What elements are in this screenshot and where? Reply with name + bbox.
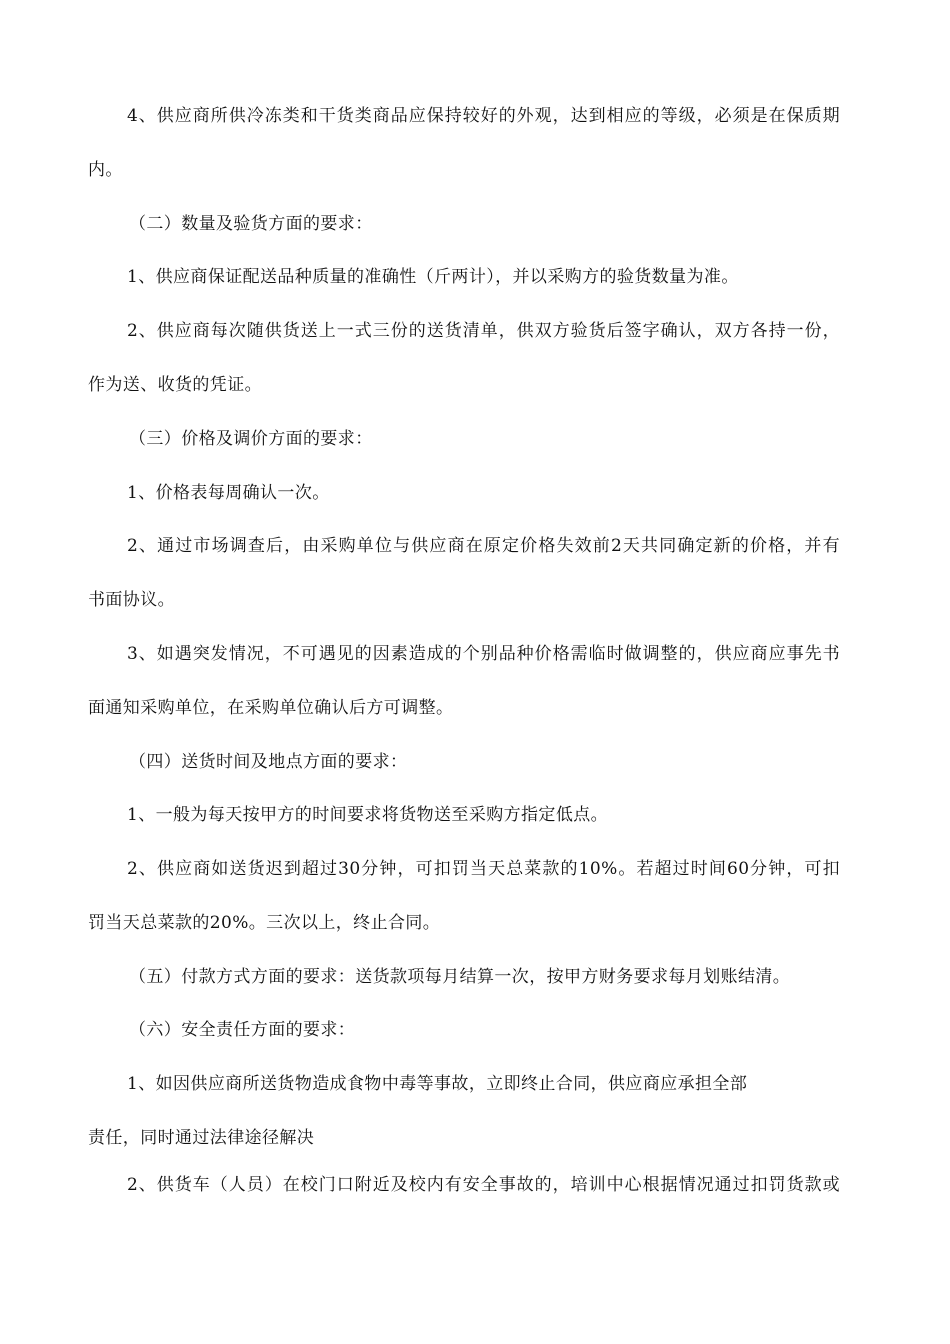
section-heading: （五）付款方式方面的要求：送货款项每月结算一次，按甲方财务要求每月划账结清。 <box>129 967 791 987</box>
section-heading: （四）送货时间及地点方面的要求： <box>129 752 408 772</box>
paragraph-line: 1、如因供应商所送货物造成食物中毒等事故，立即终止合同，供应商应承担全部 <box>127 1074 748 1094</box>
paragraph-line: 面通知采购单位，在采购单位确认后方可调整。 <box>88 698 454 718</box>
paragraph-line: 内。 <box>88 160 123 180</box>
paragraph-line: 2、供应商如送货迟到超过30分钟，可扣罚当天总菜款的10%。若超过时间60分钟，可扣 <box>127 859 840 879</box>
paragraph-line: 书面协议。 <box>88 590 175 610</box>
paragraph-line: 作为送、收货的凭证。 <box>88 375 262 395</box>
paragraph-line: 2、通过市场调查后，由采购单位与供应商在原定价格失效前2天共同确定新的价格，并有 <box>127 536 840 556</box>
paragraph-line: 4、供应商所供冷冻类和干货类商品应保持较好的外观，达到相应的等级，必须是在保质期 <box>127 106 840 126</box>
paragraph-line: 1、价格表每周确认一次。 <box>127 483 330 503</box>
paragraph-line: 2、供应商每次随供货送上一式三份的送货清单，供双方验货后签字确认，双方各持一份， <box>127 321 840 341</box>
section-heading: （六）安全责任方面的要求： <box>129 1020 356 1040</box>
section-heading: （二）数量及验货方面的要求： <box>129 214 373 234</box>
paragraph-line: 2、供货车（人员）在校门口附近及校内有安全事故的，培训中心根据情况通过扣罚货款或 <box>127 1175 840 1195</box>
paragraph-line: 1、一般为每天按甲方的时间要求将货物送至采购方指定低点。 <box>127 805 609 825</box>
paragraph-line: 罚当天总菜款的20%。三次以上，终止合同。 <box>88 913 441 933</box>
paragraph-line: 责任，同时通过法律途径解决 <box>88 1128 315 1148</box>
paragraph-line: 3、如遇突发情况，不可遇见的因素造成的个别品种价格需临时做调整的，供应商应事先书 <box>127 644 840 664</box>
section-heading: （三）价格及调价方面的要求： <box>129 429 373 449</box>
paragraph-line: 1、供应商保证配送品种质量的准确性（斤两计），并以采购方的验货数量为准。 <box>127 267 739 287</box>
